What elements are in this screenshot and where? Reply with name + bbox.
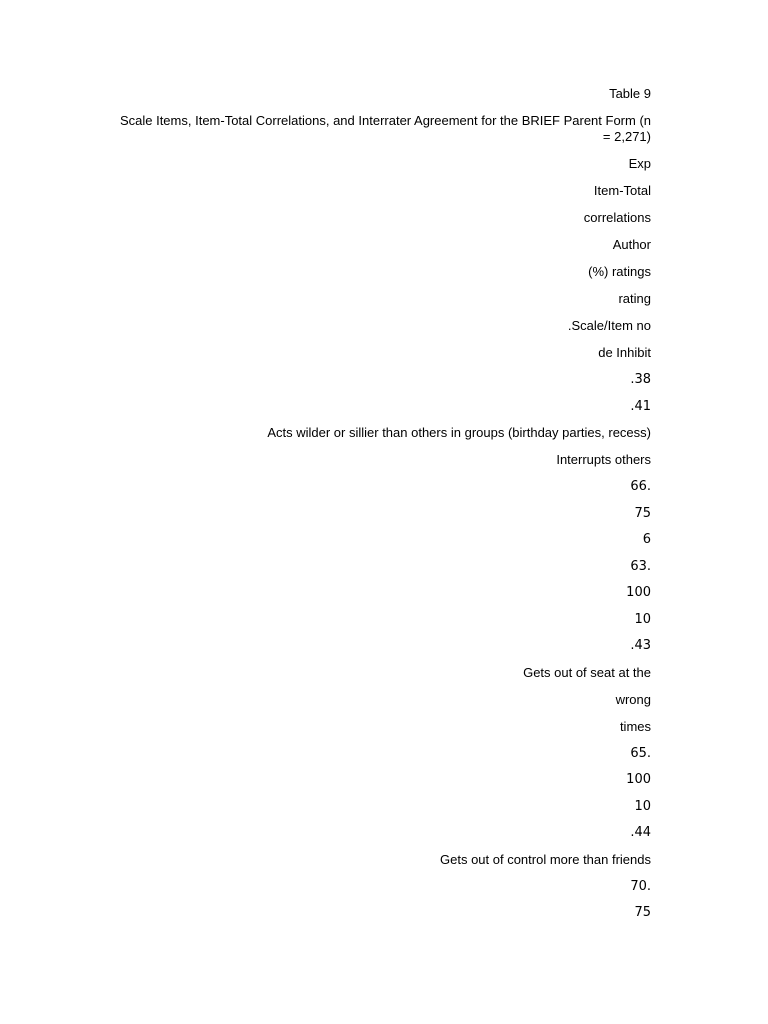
- cell-value: 66.: [630, 479, 651, 494]
- cell-value: 10: [634, 611, 651, 627]
- cell-value: 100: [626, 585, 651, 600]
- table-caption: Scale Items, Item-Total Correlations, and Interrater Agreement for the BRIEF Parent Form (n = 2,271): [119, 113, 651, 144]
- cell-value: .41: [630, 398, 651, 414]
- table-text-column: [116, 86, 651, 932]
- item-text: Gets out of control more than friends: [440, 851, 651, 867]
- cell-value: .44: [630, 825, 651, 840]
- cell-value: 10: [634, 798, 651, 814]
- item-text: Interrupts others: [556, 452, 651, 467]
- table-title: Table 9: [609, 86, 651, 101]
- header-author: Author: [612, 237, 651, 252]
- header-scale-item-no: .Scale/Item no: [567, 318, 651, 333]
- cell-value: 75: [634, 905, 651, 920]
- cell-value: .43: [630, 638, 651, 653]
- header-ratings: (%) ratings: [588, 264, 651, 279]
- item-text: times: [619, 718, 651, 734]
- cell-value: 75: [634, 505, 651, 521]
- scale-inhibit: de Inhibit: [598, 345, 651, 360]
- header-rating: rating: [618, 291, 651, 306]
- cell-value: 63.: [630, 558, 651, 574]
- header-correlations: correlations: [583, 210, 651, 225]
- cell-value: 65.: [630, 745, 651, 761]
- item-text: Gets out of seat at the: [523, 664, 651, 680]
- cell-value: 70.: [630, 878, 651, 894]
- cell-value: .38: [630, 372, 651, 387]
- item-text: wrong: [615, 691, 651, 707]
- item-text: Acts wilder or sillier than others in groups (birthday parties, recess): [267, 425, 651, 440]
- header-item-total: Item-Total: [593, 183, 651, 198]
- cell-value: 100: [626, 772, 651, 787]
- cell-value: 6: [642, 532, 651, 547]
- header-exp: Exp: [628, 156, 651, 171]
